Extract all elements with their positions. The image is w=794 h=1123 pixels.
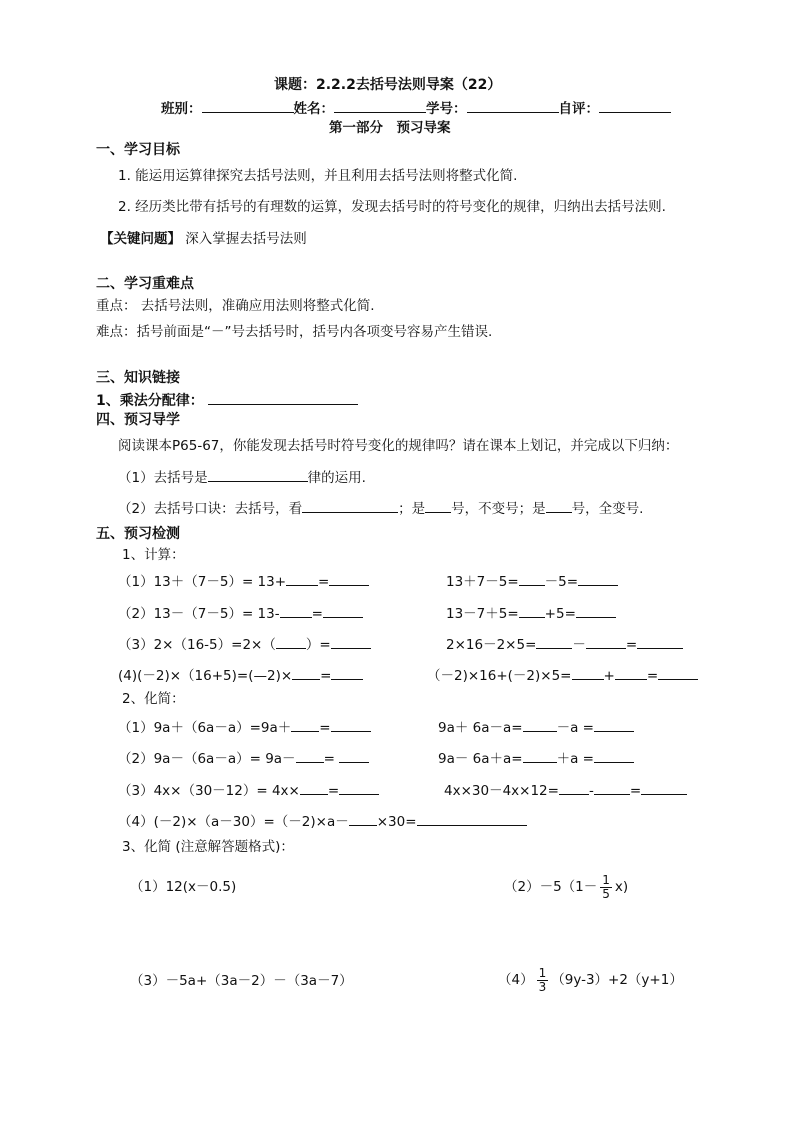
calc-text: =: [318, 574, 330, 590]
calc-row-3-right: [446, 634, 683, 654]
calc-text: （3）2×（16-5）=2×（: [118, 637, 276, 653]
class-label: 班别：: [161, 101, 202, 117]
simp-field[interactable]: [339, 780, 379, 795]
simp-row-2-left: （2）9a－（6a－a）= 9a－ =: [118, 748, 369, 768]
simp-text: -: [588, 783, 594, 799]
self-eval-field[interactable]: [599, 98, 671, 113]
preview-q1-text: （1）去括号是: [118, 470, 208, 486]
calc-field[interactable]: [280, 603, 312, 618]
fraction-one-fifth: [600, 874, 612, 901]
calc-field[interactable]: [331, 634, 371, 649]
fraction-one-third: [537, 967, 549, 994]
calc-field[interactable]: [576, 603, 616, 618]
simp-field[interactable]: [331, 717, 371, 732]
calc-field[interactable]: [536, 634, 572, 649]
part-title: 第一部分 预习导案: [329, 120, 451, 136]
calc-heading: 1、计算：: [122, 547, 185, 563]
simp-field[interactable]: [594, 717, 634, 732]
calc-field[interactable]: [658, 665, 698, 680]
calc-field[interactable]: [286, 571, 318, 586]
simp-text: =: [629, 783, 642, 799]
preview-q2-field-1[interactable]: [302, 498, 398, 513]
focus-text: 重点： 去括号法则，准确应用法则将整式化简.: [96, 298, 375, 314]
simp-text: ＋a =: [556, 751, 594, 767]
simplify-heading: 2、化简：: [122, 691, 185, 707]
simp-row-4: [118, 811, 527, 831]
simp-field[interactable]: [559, 780, 589, 795]
calc-field[interactable]: [292, 665, 320, 680]
simp-row-2-right: [438, 748, 634, 768]
section-heading-check: 五、预习检测: [96, 526, 180, 542]
calc-text: =: [311, 606, 323, 622]
section-heading-goals: 一、学习目标: [96, 142, 180, 158]
problem-4-text: （4）: [498, 972, 534, 988]
calc-text: 13＋7－5=: [446, 574, 519, 590]
calc-row-2-left: [118, 603, 363, 623]
simp-field[interactable]: [523, 748, 557, 763]
calc-row-1-left: [118, 571, 369, 591]
calc-field[interactable]: [586, 634, 626, 649]
calc-text: =: [625, 637, 638, 653]
simp-text: =: [327, 783, 340, 799]
calc-row-2-right: [446, 603, 616, 623]
simp-text: （2）9a－（6a－a）= 9a－: [118, 751, 296, 767]
problem-3: （3）－5a+（3a－2）－（3a－7）: [130, 973, 353, 989]
calc-field[interactable]: [323, 603, 363, 618]
calc-text: －5=: [544, 574, 579, 590]
simp-field[interactable]: [641, 780, 687, 795]
preview-intro: 阅读课本P65-67，你能发现去括号时符号变化的规律吗？请在课本上划记，并完成以下归纳：: [118, 438, 679, 454]
calc-row-4-right: [427, 665, 698, 685]
calc-row-4-left: [118, 665, 363, 685]
simp-field[interactable]: [594, 748, 634, 763]
calc-text: (4)(－2)×（16+5)=(—2)×: [118, 668, 293, 684]
simp-field[interactable]: [523, 717, 557, 732]
student-id-label: 学号：: [426, 101, 467, 117]
simp-row-3-right: [444, 780, 687, 800]
distributive-law-field[interactable]: [208, 390, 358, 405]
goal-item-2: 2. 经历类比带有括号的有理数的运算，发现去括号时的符号变化的规律，归纳出去括号法则.: [118, 199, 666, 215]
calc-text: +: [603, 668, 615, 684]
simp-text: （4）(－2)×（a－30）=（－2)×a－: [118, 814, 349, 830]
simplify-format-heading: 3、化简 (注意解答题格式)：: [122, 839, 294, 855]
calc-text: 13－7＋5=: [446, 606, 519, 622]
student-id-field[interactable]: [467, 98, 559, 113]
calc-text: =: [646, 668, 659, 684]
calc-field[interactable]: [615, 665, 647, 680]
goal-item-1: 1. 能运用运算律探究去括号法则，并且利用去括号法则将整式化简.: [118, 168, 518, 184]
section-heading-focus: 二、学习重难点: [96, 276, 194, 292]
calc-row-1-right: [446, 571, 618, 591]
problem-2-text-end: x): [614, 879, 629, 895]
calc-text: （－2)×16+(－2)×5=: [427, 668, 572, 684]
simp-field[interactable]: [594, 780, 630, 795]
preview-q2-text: （2）去括号口诀：去括号，看: [118, 501, 303, 517]
preview-q1-text-end: 律的运用.: [307, 470, 366, 486]
preview-q2-field-3[interactable]: [546, 498, 572, 513]
problem-2-text: （2）－5（1－: [504, 879, 598, 895]
problem-4-text-end: （9y-3）+2（y+1）: [551, 972, 683, 988]
simp-row-1-right: [438, 717, 634, 737]
difficulty-text: 难点：括号前面是“－”号去括号时，括号内各项变号容易产生错误.: [96, 324, 493, 340]
calc-text: －: [572, 637, 586, 653]
simp-text: 4x×30－4x×12=: [444, 783, 559, 799]
section-heading-knowledge: 三、知识链接: [96, 370, 180, 386]
key-question: [100, 230, 307, 248]
calc-text: +5=: [544, 606, 576, 622]
calc-field[interactable]: [519, 603, 545, 618]
simp-field[interactable]: [296, 748, 324, 763]
simp-field[interactable]: [300, 780, 328, 795]
simp-row-1-left: （1）9a＋（6a－a）=9a＋ =: [118, 717, 371, 737]
problem-4: [498, 965, 683, 995]
preview-q2-text-3: 号，不变号；是: [451, 501, 546, 517]
name-label: 姓名：: [293, 101, 334, 117]
calc-text: =: [320, 668, 332, 684]
fraction-numerator: 1: [602, 872, 610, 887]
simp-row-3-left: [118, 780, 379, 800]
class-field[interactable]: [202, 98, 294, 113]
section-heading-preview: 四、预习导学: [96, 412, 180, 428]
simp-text: －a =: [556, 720, 594, 736]
calc-field[interactable]: [637, 634, 683, 649]
calc-field[interactable]: [331, 665, 363, 680]
fraction-denominator: 5: [602, 886, 610, 901]
simp-field[interactable]: [417, 811, 527, 826]
key-question-text: 深入掌握去括号法则: [185, 231, 307, 247]
calc-field[interactable]: [572, 665, 604, 680]
problem-2: [504, 872, 628, 902]
distributive-law-label: 1、乘法分配律：: [96, 393, 204, 409]
simp-text: ×30=: [376, 814, 417, 830]
calc-text: （1）13＋（7－5）= 13+: [118, 574, 287, 590]
simp-field[interactable]: [339, 748, 369, 763]
preview-q2-field-2[interactable]: [425, 498, 451, 513]
calc-field[interactable]: [578, 571, 618, 586]
calc-field[interactable]: [329, 571, 369, 586]
simp-text: 9a－ 6a＋a=: [438, 751, 523, 767]
fraction-denominator: 3: [538, 979, 547, 994]
simp-field[interactable]: [291, 717, 319, 732]
distributive-law-row: [96, 390, 358, 410]
calc-text: ）=: [305, 637, 331, 653]
name-field[interactable]: [334, 98, 426, 113]
calc-text: （2）13－（7－5）= 13-: [118, 606, 280, 622]
simp-field[interactable]: [349, 811, 377, 826]
fraction-numerator: 1: [538, 965, 547, 980]
student-info-row: [161, 98, 671, 118]
preview-q1-field[interactable]: [208, 467, 308, 482]
preview-q2: [118, 498, 643, 518]
simp-text: 9a＋ 6a－a=: [438, 720, 523, 736]
problem-1: （1）12(x－0.5): [130, 879, 237, 895]
key-question-label: 【关键问题】: [100, 231, 181, 247]
simp-text: （1）9a＋（6a－a）=9a＋: [118, 720, 292, 736]
preview-q1: [118, 467, 366, 487]
preview-q2-text-2: ；是: [398, 501, 426, 517]
page-title: 课题：2.2.2去括号法则导案（22）: [274, 77, 502, 93]
simp-text: （3）4x×（30－12）= 4x×: [118, 783, 300, 799]
calc-text: 2×16－2×5=: [446, 637, 537, 653]
calc-field[interactable]: [276, 634, 306, 649]
calc-field[interactable]: [519, 571, 545, 586]
preview-q2-text-4: 号，全变号.: [571, 501, 644, 517]
calc-row-3-left: [118, 634, 371, 654]
self-eval-label: 自评：: [558, 101, 599, 117]
